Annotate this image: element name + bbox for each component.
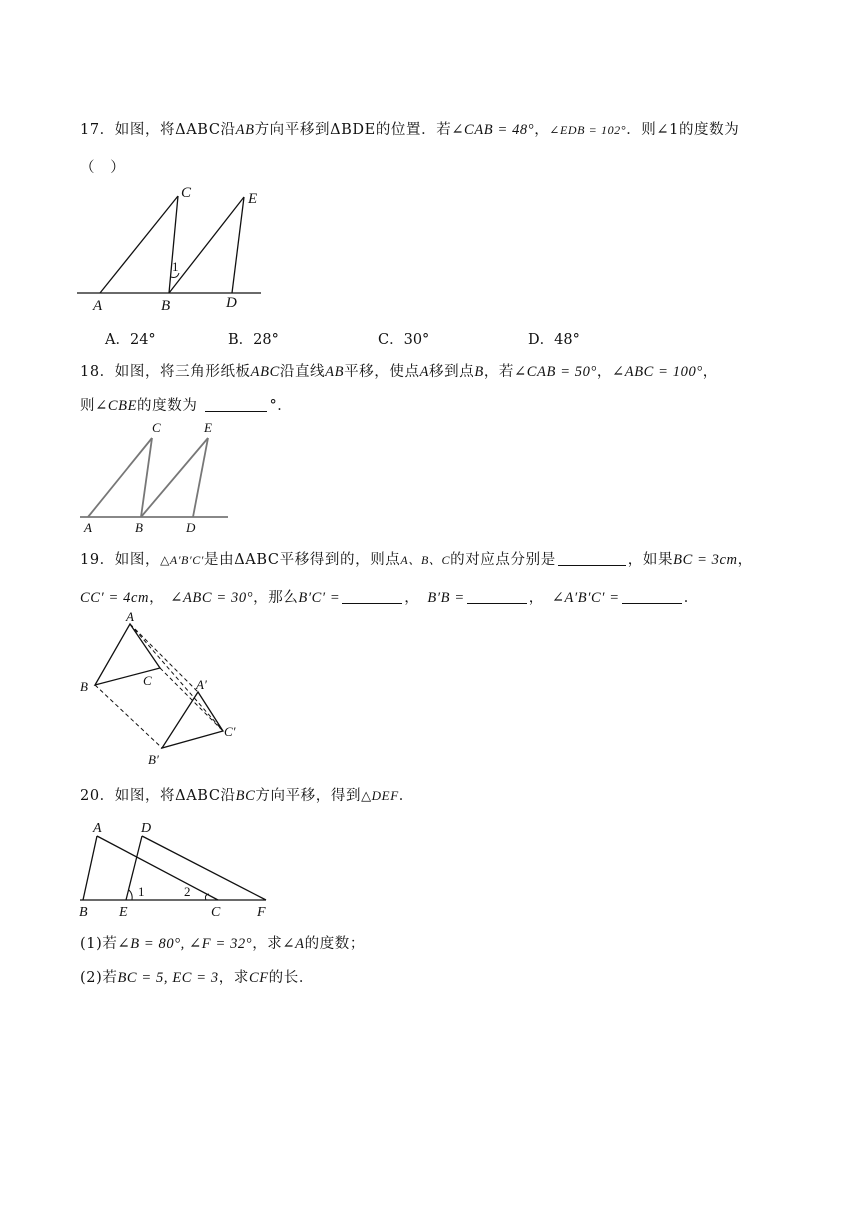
- q20-label-B: B: [79, 905, 88, 920]
- q20-label-D: D: [141, 821, 152, 836]
- q19-blank-angle[interactable]: [622, 589, 682, 604]
- q17-choice-b[interactable]: B．28°: [228, 332, 279, 348]
- q17-choice-a[interactable]: A．24°: [105, 332, 156, 348]
- q19-label-C: C: [143, 673, 152, 688]
- q20-label-C: C: [211, 905, 221, 920]
- q17-label-D: D: [226, 295, 237, 311]
- q19-blank-bc[interactable]: [342, 589, 402, 604]
- q18-figure: [78, 418, 238, 538]
- q18-answer-blank[interactable]: [205, 397, 267, 412]
- q19-blank-points[interactable]: [558, 551, 626, 566]
- q20-label-A: A: [93, 821, 102, 836]
- q17-label-E: E: [248, 191, 258, 207]
- q19-label-C-prime: C′: [224, 724, 236, 739]
- q18-line2: 则∠CBE的度数为 °．: [80, 398, 293, 414]
- q20-sub1: (1)若∠B = 80°, ∠F = 32°，求∠A的度数；: [80, 936, 366, 952]
- q19-line2: CC′ = 4cm， ∠ABC = 30°，那么B′C′ = ， B′B = ， ∠A′B′C′ = ．: [80, 590, 699, 606]
- q19-label-B-prime: B′: [148, 752, 159, 767]
- q17-choice-d[interactable]: D．48°: [528, 332, 580, 348]
- q20-label-1: 1: [138, 884, 145, 899]
- q18-line1: 18．如图，将三角形纸板ABC沿直线AB平移，使点A移到点B，若∠CAB = 50°，∠ABC = 100°，: [80, 364, 718, 380]
- q19-figure: [78, 609, 258, 772]
- q17-figure: [75, 185, 275, 315]
- q20-label-F: F: [257, 905, 266, 920]
- q19-label-A-prime: A′: [196, 677, 207, 692]
- q17-choice-c[interactable]: C．30°: [378, 332, 430, 348]
- q18-label-C: C: [152, 420, 161, 435]
- q19-blank-bb[interactable]: [467, 589, 527, 604]
- q17-label-B: B: [161, 298, 171, 314]
- q20-line1: 20．如图，将ΔABC沿BC方向平移，得到△DEF．: [80, 788, 414, 804]
- q17-label-A: A: [93, 298, 103, 314]
- q17-label-1: 1: [172, 259, 179, 274]
- q17-answer-paren: （ ）: [80, 160, 126, 176]
- q18-label-E: E: [204, 420, 212, 435]
- q17-line1: 17．如图，将ΔABC沿AB方向平移到ΔBDE的位置．若∠CAB = 48°，∠EDB = 102°．则∠1的度数为: [80, 122, 740, 138]
- q20-label-E: E: [119, 905, 128, 920]
- q19-label-A: A: [126, 609, 134, 624]
- q18-label-D: D: [186, 520, 196, 535]
- q20-sub2: (2)若BC = 5, EC = 3，求CF的长．: [80, 970, 314, 986]
- q18-label-B: B: [135, 520, 143, 535]
- q19-label-B: B: [80, 679, 88, 694]
- q19-line1: 19．如图，△A′B′C′是由ΔABC平移得到的，则点A、B、C的对应点分别是 ，如果BC = 3cm，: [80, 552, 753, 568]
- q18-label-A: A: [84, 520, 92, 535]
- q20-label-2: 2: [184, 884, 191, 899]
- q20-figure: [78, 818, 278, 923]
- q17-label-C: C: [181, 185, 192, 201]
